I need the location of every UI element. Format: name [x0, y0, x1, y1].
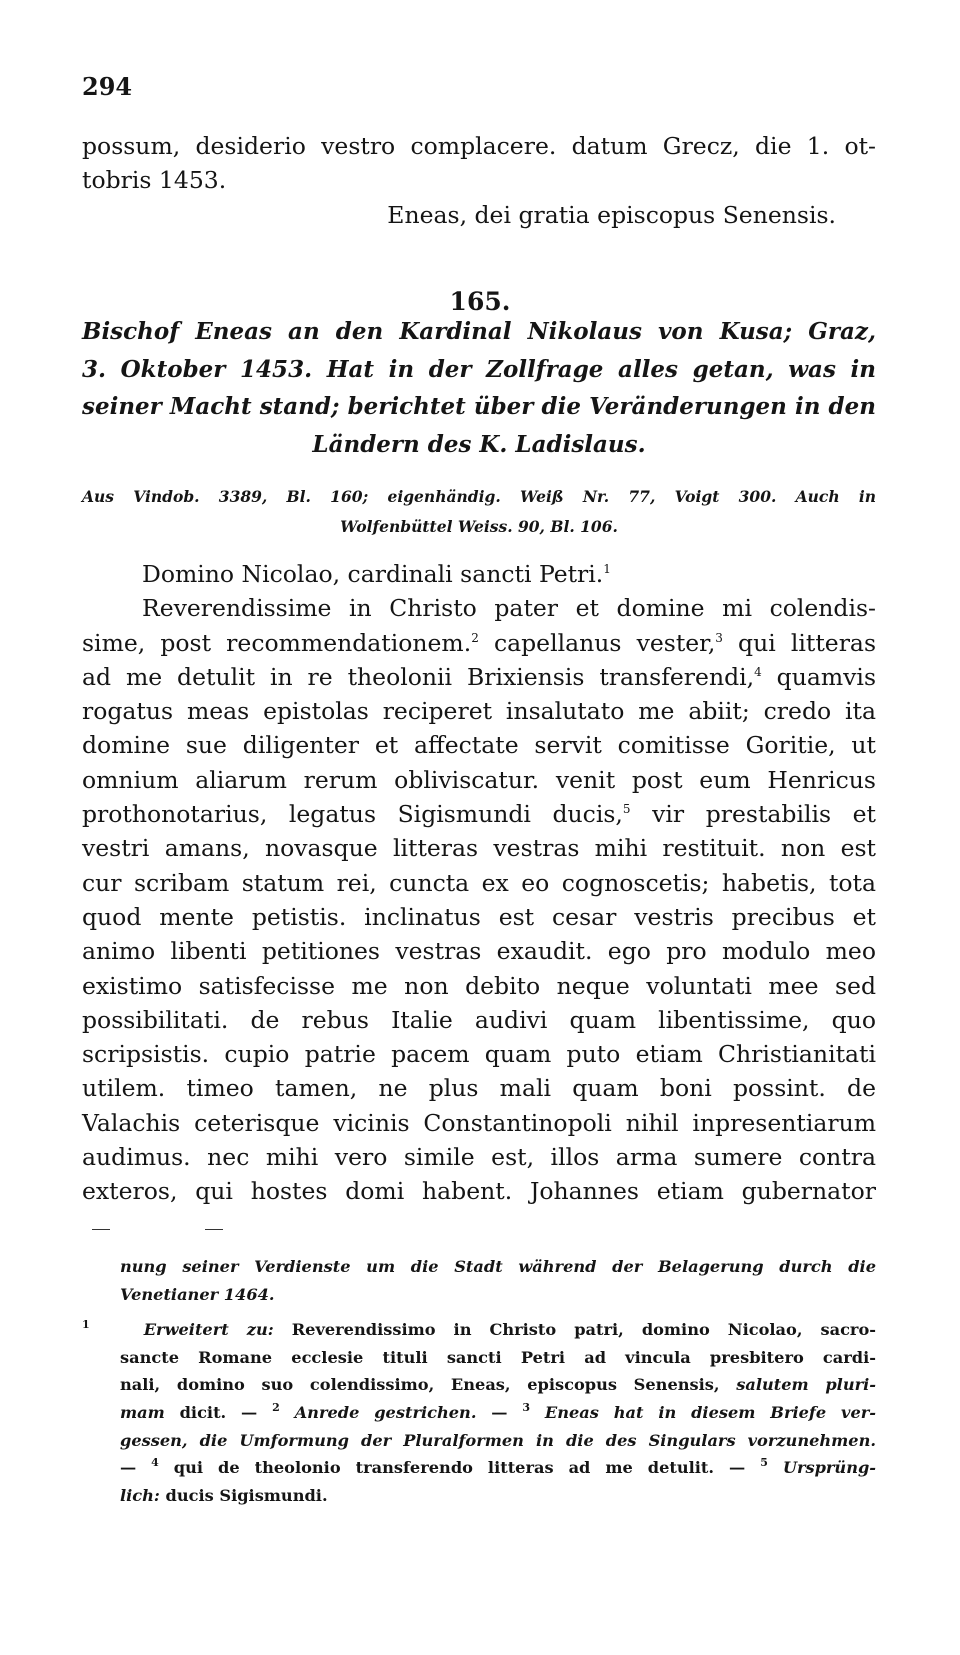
footnote-line: lich: ducis Sigismundi. — [120, 1485, 328, 1505]
previous-letter-closing — [82, 129, 876, 232]
body-line: animo libenti petitiones vestras exaudit. ego pro modulo meo — [82, 937, 876, 966]
body-line: vestri amans, novasque litteras vestras mihi restituit. non est — [82, 834, 876, 863]
footnote-marker: 5 — [622, 802, 631, 817]
regest-line: 3. Oktober 1453. Hat in der Zollfrage alles getan, was in — [82, 355, 876, 383]
body-line: quod mente petistis. inclinatus est cesar vestris precibus et — [82, 902, 876, 931]
closing-line: possum, desiderio vestro complacere. datum Grecz, die 1. ot- — [82, 132, 876, 160]
footnote-marker: 4 — [754, 664, 762, 679]
document-regest — [82, 313, 876, 463]
footnote-number: 3 — [522, 1400, 531, 1414]
body-line: Reverendissime in Christo pater et domine mi colendis- — [142, 594, 876, 623]
footnote-line: gessen, die Umformung der Pluralformen in die des Singulars vorzunehmen. — [120, 1430, 876, 1450]
footnote-line: sancte Romane ecclesie tituli sancti Petri ad vincula presbitero cardi- — [120, 1347, 876, 1367]
footnote-separator — [92, 1229, 110, 1230]
letter-body — [82, 557, 876, 1209]
footnote-marker: 2 — [471, 630, 479, 645]
body-line: existimo satisfecisse me non debito neque voluntati mee sed — [82, 971, 876, 1000]
body-line: possibilitati. de rebus Italie audivi quam libentissime, quo — [82, 1005, 876, 1034]
regest-line: Ländern des K. Ladislaus. — [312, 430, 646, 458]
regest-line: Bischof Eneas an den Kardinal Nikolaus von Kusa; Graz, — [82, 318, 876, 345]
footnote-separator — [205, 1229, 223, 1230]
body-line: domine sue diligenter et affectate servit comitisse Goritie, ut — [82, 731, 876, 760]
footnote-number: 1 — [82, 1318, 90, 1332]
body-line: Valachis ceterisque vicinis Constantinopoli nihil inpresentiarum — [82, 1108, 876, 1137]
footnote-line: — $^4$ qui de theolonio transferendo litteras ad me detulit. — $^5$ Ursprüng- — [120, 1456, 877, 1478]
footnote-1: $^1$ Erweitert zu: Reverendissimo in Christo patri, domino Nicolao, sacro- — [82, 1318, 876, 1340]
body-line: prothonotarius, legatus Sigismundi ducis,$^5$ vir prestabilis et — [82, 800, 876, 829]
page-number: 294 — [82, 72, 133, 101]
source-note — [82, 482, 876, 542]
footnote-number: 2 — [272, 1400, 280, 1414]
footnote-line: mam dicit. — $^2$ Anrede gestrichen. — $^3$ Eneas hat in diesem Briefe ver- — [120, 1400, 876, 1422]
footnote-continuation-line: nung seiner Verdienste um die Stadt während der Belagerung durch die — [120, 1257, 876, 1276]
body-line: exteros, qui hostes domi habent. Johannes etiam gubernator — [82, 1177, 876, 1206]
regest-line: seiner Macht stand; berichtet über die Veränderungen in den — [82, 393, 876, 420]
source-line: Aus Vindob. 3389, Bl. 160; eigenhändig. Weiß Nr. 77, Voigt 300. Auch in — [82, 487, 876, 506]
signature: Eneas, dei gratia episcopus Senensis. — [387, 200, 836, 229]
source-line: Wolfenbüttel Weiss. 90, Bl. 106. — [340, 517, 618, 536]
footnote-marker: 3 — [715, 630, 723, 645]
closing-line: tobris 1453. — [82, 166, 227, 195]
footnote-line: nali, domino suo colendissimo, Eneas, episcopus Senensis, salutem pluri- — [120, 1375, 876, 1395]
body-line: scripsistis. cupio patrie pacem quam puto etiam Christianitati — [82, 1040, 876, 1069]
footnote-number: 4 — [151, 1456, 159, 1470]
body-line: cur scribam statum rei, cuncta ex eo cognoscetis; habetis, tota — [82, 868, 876, 897]
footnote-marker: 1 — [603, 562, 611, 576]
body-line: omnium aliarum rerum obliviscatur. venit post eum Henricus — [82, 765, 876, 794]
footnote-number: 5 — [760, 1456, 768, 1470]
footnote-continuation-line: Venetianer 1464. — [120, 1284, 275, 1304]
body-line: ad me detulit in re theolonii Brixiensis transferendi,$^4$ quamvis — [82, 662, 876, 691]
letter-address: Domino Nicolao, cardinali sancti Petri.$^1$ — [142, 560, 611, 588]
body-line: sime, post recommendationem.$^2$ capellanus vester,$^3$ qui litteras — [82, 628, 877, 657]
document-number: 165. — [449, 287, 511, 316]
footnotes — [82, 1253, 876, 1509]
body-line: utilem. timeo tamen, ne plus mali quam boni possint. de — [82, 1074, 876, 1103]
body-line: rogatus meas epistolas reciperet insalutato me abiit; credo ita — [82, 697, 876, 726]
body-line: audimus. nec mihi vero simile est, illos arma sumere contra — [82, 1143, 876, 1172]
